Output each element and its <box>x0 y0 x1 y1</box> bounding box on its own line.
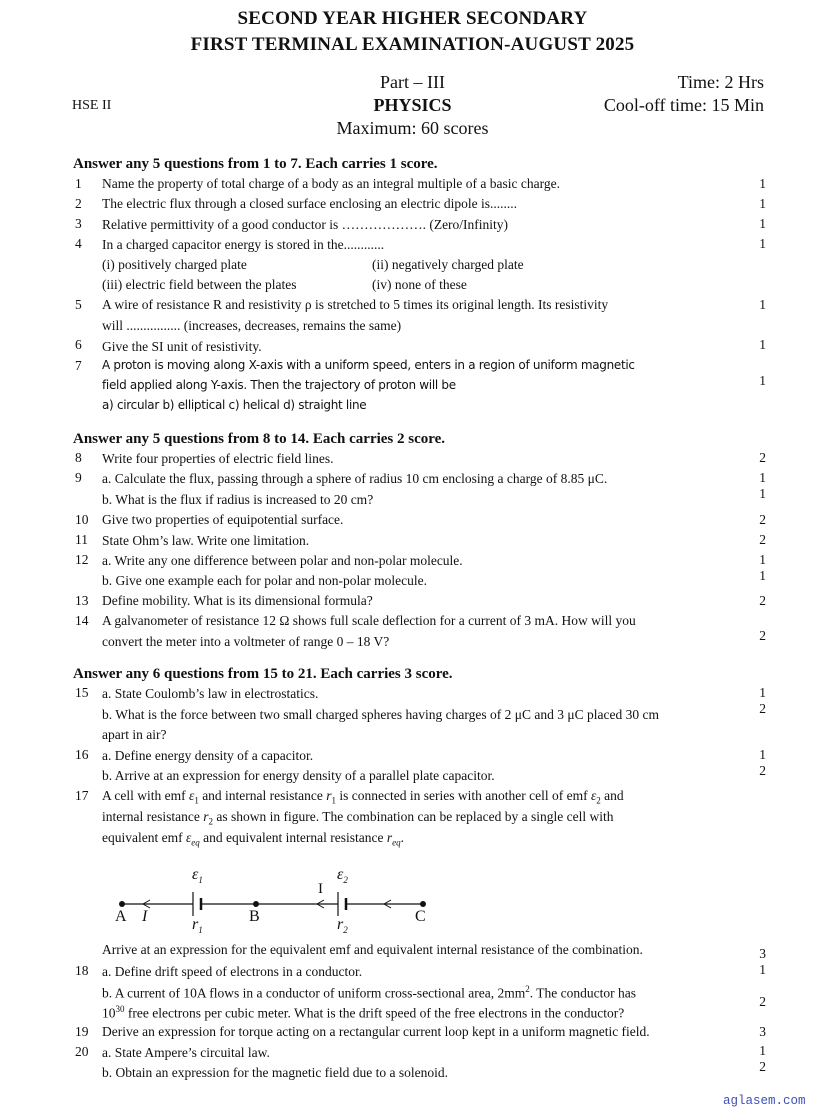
question-text: Give two properties of equipotential surface. <box>102 512 344 527</box>
question-marks-a: 1 <box>759 747 766 762</box>
question-marks: 1 <box>759 236 766 251</box>
subject-label: PHYSICS <box>373 95 452 115</box>
resistance-symbol: r <box>326 788 332 803</box>
question-text-line2: internal resistance $r_2$ as shown in figure. The combination can be replaced by a single cell with <box>102 809 614 827</box>
question-marks: 1 <box>759 196 766 211</box>
question-text-b: b. What is the force between two small charged spheres having charges of 2 μC and 3 μC placed 30 cm <box>102 707 659 722</box>
question-text-a: a. State Coulomb’s law in electrostatics. <box>102 686 319 701</box>
exam-title-line1: SECOND YEAR HIGHER SECONDARY <box>237 8 588 29</box>
question-number: 20 <box>75 1044 89 1059</box>
question-text: Relative permittivity of a good conductor is ………………. (Zero/Infinity) <box>102 217 509 232</box>
question-marks: 2 <box>759 532 766 547</box>
emf2-label: $\varepsilon_2$ <box>337 866 348 886</box>
question-number: 6 <box>75 337 82 352</box>
section-2-instruction: Answer any 5 questions from 8 to 14. Each carries 2 score. <box>73 431 446 447</box>
time-label: Time: 2 Hrs <box>677 72 764 92</box>
question-text-b: b. Obtain an expression for the magnetic field due to a solenoid. <box>102 1065 449 1080</box>
question-options: a) circular b) elliptical c) helical d) straight line <box>102 398 367 412</box>
question-number: 1 <box>75 176 82 191</box>
question-number: 9 <box>75 470 82 485</box>
question-text-b: b. What is the flux if radius is increased to 20 cm? <box>102 492 374 507</box>
question-number: 7 <box>75 358 82 373</box>
r2-label: $r_2$ <box>337 916 348 936</box>
cool-off-label: Cool-off time: 15 Min <box>603 95 764 115</box>
question-marks-b: 2 <box>759 994 766 1009</box>
question-text: Write four properties of electric field lines. <box>102 451 334 466</box>
question-text: The electric flux through a closed surface enclosing an electric dipole is........ <box>102 196 517 211</box>
question-marks: 3 <box>759 1024 766 1039</box>
question-number: 10 <box>75 512 89 527</box>
question-text: Name the property of total charge of a body as an integral multiple of a basic charge. <box>102 176 560 191</box>
question-text: A galvanometer of resistance 12 Ω shows full scale deflection for a current of 3 mA. How will you <box>102 613 636 628</box>
question-text-a: a. Calculate the flux, passing through a sphere of radius 10 cm enclosing a charge of 8.85 μC. <box>102 471 608 486</box>
question-marks-b: 1 <box>759 568 766 583</box>
question-number: 3 <box>75 216 82 231</box>
question-marks-b: 2 <box>759 1059 766 1074</box>
question-marks: 1 <box>759 373 766 388</box>
question-number: 11 <box>75 532 88 547</box>
question-marks-a: 1 <box>759 470 766 485</box>
question-marks: 1 <box>759 297 766 312</box>
question-text: In a charged capacitor energy is stored in the............ <box>102 237 385 252</box>
node-c-label: C <box>415 908 426 925</box>
question-text-task: Arrive at an expression for the equivalent emf and equivalent internal resistance of the combination. <box>102 942 643 957</box>
circuit-wires <box>108 862 438 942</box>
question-text-line3: equivalent emf $\varepsilon_{eq}$ and equivalent internal resistance $r_{eq}$. <box>102 830 404 848</box>
question-text: A wire of resistance R and resistivity ρ is stretched to 5 times its original length. Its resistivity <box>102 297 609 312</box>
question-marks-b: 2 <box>759 763 766 778</box>
question-text-a: a. State Ampere’s circuital law. <box>102 1045 270 1060</box>
r1-label: $r_1$ <box>192 916 203 936</box>
question-text: State Ohm’s law. Write one limitation. <box>102 533 310 548</box>
section-3-instruction: Answer any 6 questions from 15 to 21. Each carries 3 score. <box>73 666 453 682</box>
section-1-instruction: Answer any 5 questions from 1 to 7. Each carries 1 score. <box>73 156 438 172</box>
question-marks-a: 1 <box>759 1043 766 1058</box>
question-text-a: a. Define energy density of a capacitor. <box>102 748 314 763</box>
course-code: HSE II <box>72 98 112 113</box>
emf1-label: $\varepsilon_1$ <box>192 866 203 886</box>
question-text-b: b. Arrive at an expression for energy density of a parallel plate capacitor. <box>102 768 495 783</box>
question-marks: 2 <box>759 512 766 527</box>
question-marks-b: 1 <box>759 486 766 501</box>
question-text-a: a. Write any one difference between polar and non-polar molecule. <box>102 553 463 568</box>
current-label-left: I <box>142 908 148 925</box>
max-score-label: Maximum: 60 scores <box>336 118 489 138</box>
question-text: Give the SI unit of resistivity. <box>102 339 262 354</box>
question-number: 5 <box>75 297 82 312</box>
question-number: 15 <box>75 685 89 700</box>
question-number: 18 <box>75 963 89 978</box>
option-iii: (iii) electric field between the plates <box>102 277 297 292</box>
question-marks: 3 <box>759 946 766 961</box>
question-marks-b: 2 <box>759 701 766 716</box>
option-i: (i) positively charged plate <box>102 257 247 272</box>
question-text-line2: field applied along Y-axis. Then the trajectory of proton will be <box>102 378 456 392</box>
question-number: 8 <box>75 450 82 465</box>
question-marks-a: 1 <box>759 962 766 977</box>
circuit-diagram <box>108 862 438 942</box>
question-marks: 1 <box>759 337 766 352</box>
question-number: 17 <box>75 788 89 803</box>
question-text-b: b. Give one example each for polar and non-polar molecule. <box>102 573 427 588</box>
current-label-mid: I <box>318 881 323 897</box>
node-a-label: A <box>115 908 127 925</box>
question-number: 16 <box>75 747 89 762</box>
option-ii: (ii) negatively charged plate <box>372 257 524 272</box>
question-text-line1: A cell with emf $\varepsilon_1$ and internal resistance $r_1$ is connected in series with another cell of emf $\varepsilon_2$ and <box>102 788 624 806</box>
question-number: 19 <box>75 1024 89 1039</box>
question-text-b-line2: apart in air? <box>102 727 167 742</box>
watermark-link[interactable]: aglasem.com <box>723 1094 806 1108</box>
question-text-b-line2: $10^{30}$ free electrons per cubic meter. What is the drift speed of the free electrons in the conductor? <box>102 1004 625 1021</box>
question-marks: 1 <box>759 176 766 191</box>
question-marks-a: 1 <box>759 552 766 567</box>
question-marks: 2 <box>759 628 766 643</box>
question-text: A proton is moving along X-axis with a uniform speed, enters in a region of uniform magnetic <box>102 358 635 372</box>
exam-title-line2: FIRST TERMINAL EXAMINATION-AUGUST 2025 <box>190 34 635 55</box>
question-text: Derive an expression for torque acting on a rectangular current loop kept in a uniform magnetic field. <box>102 1024 650 1039</box>
question-marks: 1 <box>759 216 766 231</box>
node-b-label: B <box>249 908 260 925</box>
emf-symbol: ε <box>188 788 195 803</box>
question-text-a: a. Define drift speed of electrons in a conductor. <box>102 964 363 979</box>
question-number: 2 <box>75 196 82 211</box>
option-iv: (iv) none of these <box>372 277 467 292</box>
question-text-line2: will ................ (increases, decreases, remains the same) <box>102 318 402 333</box>
question-text: Define mobility. What is its dimensional formula? <box>102 593 373 608</box>
part-label: Part – III <box>380 72 445 92</box>
question-text-b: b. A current of 10A flows in a conductor of uniform cross-sectional area, $2mm^2$. The conductor has <box>102 984 637 1001</box>
question-marks: 2 <box>759 450 766 465</box>
question-number: 12 <box>75 552 89 567</box>
question-number: 4 <box>75 236 82 251</box>
question-text-line2: convert the meter into a voltmeter of range 0 – 18 V? <box>102 634 390 649</box>
question-marks: 2 <box>759 593 766 608</box>
question-marks-a: 1 <box>759 685 766 700</box>
question-number: 13 <box>75 593 89 608</box>
question-number: 14 <box>75 613 89 628</box>
